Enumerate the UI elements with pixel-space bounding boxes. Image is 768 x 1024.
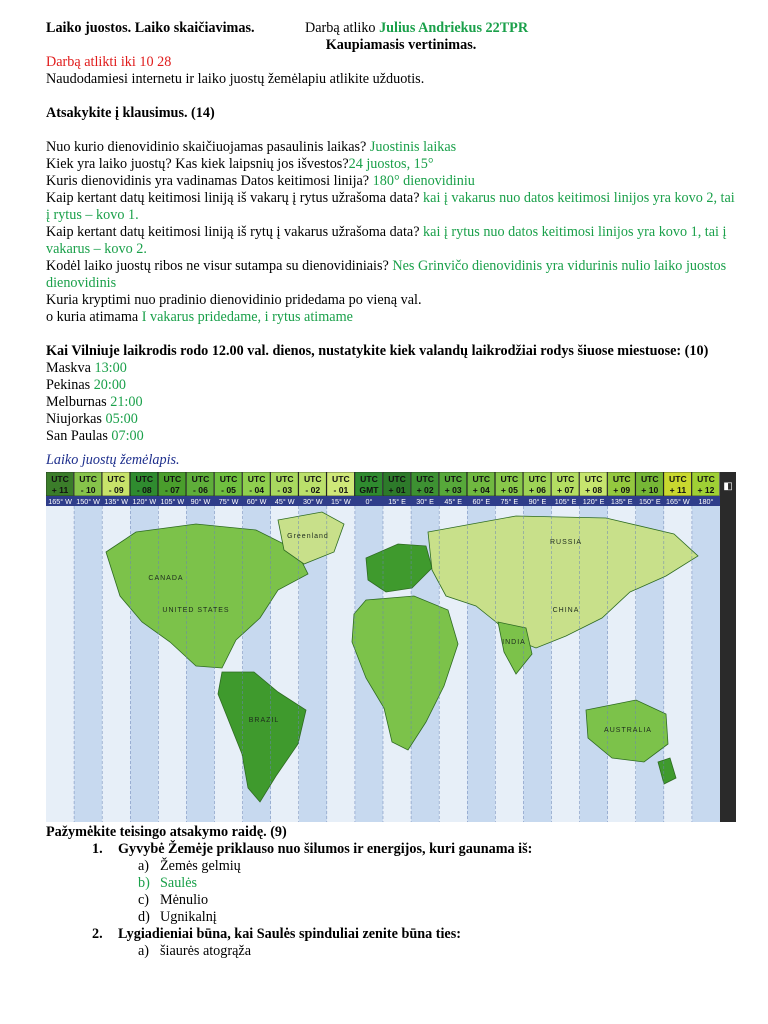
question-number: 2. bbox=[92, 926, 103, 942]
mcq-question bbox=[46, 926, 736, 943]
degree-label: 135° E bbox=[610, 497, 633, 506]
utc-zone-offset: + 11 bbox=[669, 485, 687, 495]
degree-label: 120° W bbox=[132, 497, 157, 506]
option-text: Saulės bbox=[160, 875, 198, 891]
utc-zone-label: UTC bbox=[107, 474, 126, 484]
time-zone-band bbox=[46, 506, 75, 822]
answer-option bbox=[46, 892, 736, 909]
utc-zone-label: UTC bbox=[640, 474, 659, 484]
qa-list bbox=[46, 139, 736, 326]
degree-label: 90° W bbox=[190, 497, 211, 506]
utc-zone-label: UTC bbox=[444, 474, 463, 484]
option-letter: a) bbox=[138, 943, 150, 959]
answer-text: kai į rytus nuo datos keitimosi linijos yra kovo 1, tai į vakarus – kovo 2. bbox=[46, 224, 727, 257]
qa-item bbox=[46, 258, 736, 292]
map-caption: Laiko juostų žemėlapis. bbox=[46, 452, 180, 468]
answer-text: kai į vakarus nuo datos keitimosi linijos yra kovo 2, tai į rytus – kovo 1. bbox=[46, 190, 735, 223]
question-text: Kiek yra laiko juostų? Kas kiek laipsnių jos išvestos? bbox=[46, 156, 349, 172]
utc-zone-offset: - 04 bbox=[249, 485, 265, 495]
time-zone-map-graphic bbox=[46, 472, 736, 822]
question-text: Kaip kertant datų keitimosi liniją iš rytų į vakarus užrašoma data? bbox=[46, 224, 424, 240]
answer-option bbox=[46, 858, 736, 875]
utc-zone-offset: - 09 bbox=[108, 485, 124, 495]
utc-zone-label: UTC bbox=[51, 474, 69, 484]
city-time: 07:00 bbox=[111, 428, 144, 444]
degree-label: 150° E bbox=[638, 497, 661, 506]
utc-zone-offset: + 06 bbox=[528, 485, 546, 495]
city-time-row bbox=[46, 428, 736, 445]
utc-zone-label: UTC bbox=[247, 474, 266, 484]
utc-zone-label: UTC bbox=[528, 474, 547, 484]
degree-label: 105° W bbox=[160, 497, 185, 506]
utc-zone-offset: GMT bbox=[359, 485, 379, 495]
header-row bbox=[46, 20, 736, 37]
city-name: San Paulas bbox=[46, 428, 112, 444]
question-text: Kuria kryptimi nuo pradinio dienovidinio pridedama po vieną val. bbox=[46, 292, 422, 308]
degree-label: 45° W bbox=[274, 497, 295, 506]
author-prefix: Darbą atliko bbox=[305, 20, 376, 36]
option-letter: d) bbox=[138, 909, 150, 925]
degree-label: 75° E bbox=[500, 497, 519, 506]
degree-label: 90° E bbox=[528, 497, 547, 506]
degree-label: 30° W bbox=[302, 497, 323, 506]
qa-item bbox=[46, 292, 736, 309]
answer-text: 180° dienovidiniu bbox=[372, 173, 475, 189]
author-line bbox=[305, 20, 528, 37]
section3-title: Pažymėkite teisingo atsakymo raidę. (9) bbox=[46, 824, 287, 840]
degree-label: 165° W bbox=[48, 497, 72, 506]
degree-label: 60° W bbox=[246, 497, 267, 506]
utc-zone-label: UTC bbox=[163, 474, 182, 484]
utc-zone-label: UTC bbox=[612, 474, 631, 484]
answer-text: Nes Grinvičo dienovidinis yra vidurinis nulio laiko juostos dienovidinis bbox=[46, 258, 727, 291]
question-text: Gyvybė Žemėje priklauso nuo šilumos ir energijos, kuri gaunama iš: bbox=[118, 841, 533, 857]
answer-option bbox=[46, 909, 736, 926]
utc-zone-offset: + 04 bbox=[472, 485, 490, 495]
author-name: Julius Andriekus 22TPR bbox=[379, 20, 529, 36]
utc-zone-label: UTC bbox=[669, 474, 687, 484]
option-letter: c) bbox=[138, 892, 150, 908]
utc-zone-label: UTC bbox=[472, 474, 491, 484]
country-label: RUSSIA bbox=[549, 539, 583, 546]
assessment-type: Kaupiamasis vertinimas. bbox=[325, 37, 477, 53]
city-name: Maskva bbox=[46, 360, 95, 376]
degree-label: 45° E bbox=[444, 497, 463, 506]
utc-zone-label: UTC bbox=[191, 474, 210, 484]
utc-zone-offset: - 02 bbox=[305, 485, 321, 495]
degree-label: 150° W bbox=[76, 497, 100, 506]
utc-zone-offset: + 10 bbox=[641, 485, 659, 495]
degree-label: 105° E bbox=[554, 497, 577, 506]
question-text: Kaip kertant datų keitimosi liniją iš vakarų į rytus užrašoma data? bbox=[46, 190, 424, 206]
city-time-row bbox=[46, 411, 736, 428]
city-time: 13:00 bbox=[94, 360, 127, 376]
utc-zone-offset: - 06 bbox=[193, 485, 208, 495]
utc-zone-label: UTC bbox=[388, 474, 406, 484]
question-text: Kuris dienovidinis yra vadinamas Datos keitimosi linija? bbox=[46, 173, 373, 189]
qa-item bbox=[46, 139, 736, 156]
utc-zone-label: UTC bbox=[135, 474, 154, 484]
city-name: Melburnas bbox=[46, 394, 111, 410]
section2-title: Kai Vilniuje laikrodis rodo 12.00 val. dienos, nustatykite kiek valandų laikrodžiai rodys šiuose miestuose: (10) bbox=[46, 343, 709, 359]
country-label: BRAZIL bbox=[248, 717, 280, 724]
question-text: Nuo kurio dienovidinio skaičiuojamas pasaulinis laikas? bbox=[46, 139, 370, 155]
country-label: Greenland bbox=[287, 533, 329, 540]
utc-zone-label: UTC bbox=[584, 474, 603, 484]
answer-option bbox=[46, 943, 736, 960]
utc-zone-offset: + 02 bbox=[416, 485, 434, 495]
degree-label: 15° W bbox=[331, 497, 351, 506]
utc-zone-offset: - 01 bbox=[333, 485, 349, 495]
degree-label: 180° bbox=[698, 497, 714, 506]
option-letter: a) bbox=[138, 858, 150, 874]
utc-zone-offset: - 05 bbox=[221, 485, 236, 495]
utc-zone-offset: - 10 bbox=[80, 485, 96, 495]
answer-option bbox=[46, 875, 736, 892]
map-edge-glyph: ◧ bbox=[723, 481, 733, 492]
utc-zone-offset: - 08 bbox=[136, 485, 152, 495]
answer-text: 24 juostos, 15° bbox=[348, 156, 434, 172]
utc-zone-label: UTC bbox=[303, 474, 322, 484]
qa-item bbox=[46, 156, 736, 173]
utc-zone-label: UTC bbox=[500, 474, 519, 484]
answer-text: I vakarus pridedame, i rytus atimame bbox=[141, 309, 353, 325]
option-text: Ugnikalnį bbox=[160, 909, 217, 925]
utc-zone-label: UTC bbox=[697, 474, 715, 484]
option-text: Žemės gelmių bbox=[160, 858, 241, 874]
country-label: INDIA bbox=[502, 639, 526, 646]
utc-zone-label: UTC bbox=[416, 474, 434, 484]
city-name: Niujorkas bbox=[46, 411, 106, 427]
utc-zone-label: UTC bbox=[79, 474, 97, 484]
instruction: Naudodamiesi internetu ir laiko juostų žemėlapiu atlikite užduotis. bbox=[46, 71, 425, 87]
utc-zone-offset: + 12 bbox=[697, 485, 715, 495]
utc-zone-offset: + 05 bbox=[500, 485, 518, 495]
document-page bbox=[46, 20, 736, 960]
time-zone-band bbox=[692, 506, 721, 822]
city-time-row bbox=[46, 360, 736, 377]
degree-label: 0° bbox=[365, 497, 373, 506]
utc-zone-label: UTC bbox=[556, 474, 575, 484]
utc-zone-offset: + 03 bbox=[444, 485, 462, 495]
time-zone-map bbox=[46, 472, 736, 822]
country-label: CHINA bbox=[552, 607, 580, 614]
option-text: Mėnulio bbox=[160, 892, 209, 908]
city-list bbox=[46, 360, 736, 445]
city-time-row bbox=[46, 377, 736, 394]
country-label: CANADA bbox=[148, 575, 184, 582]
utc-zone-offset: + 01 bbox=[388, 485, 406, 495]
utc-zone-label: UTC bbox=[219, 474, 238, 484]
question-text: Kodėl laiko juostų ribos ne visur sutampa su dienovidiniais? bbox=[46, 258, 393, 274]
qa-item bbox=[46, 309, 736, 326]
multiple-choice-questions bbox=[46, 841, 736, 960]
utc-zone-label: UTC bbox=[275, 474, 294, 484]
city-time: 21:00 bbox=[110, 394, 143, 410]
utc-zone-label: UTC bbox=[360, 474, 378, 484]
utc-zone-offset: + 08 bbox=[585, 485, 603, 495]
utc-zone-offset: - 03 bbox=[277, 485, 293, 495]
utc-zone-offset: + 07 bbox=[557, 485, 575, 495]
document-title: Laiko juostos. Laiko skaičiavimas. bbox=[46, 20, 255, 36]
map-edge bbox=[720, 472, 736, 822]
city-name: Pekinas bbox=[46, 377, 94, 393]
utc-zone-offset: + 09 bbox=[613, 485, 631, 495]
qa-item bbox=[46, 190, 736, 224]
qa-item bbox=[46, 173, 736, 190]
degree-label: 120° E bbox=[582, 497, 605, 506]
city-time: 05:00 bbox=[105, 411, 138, 427]
country-label: AUSTRALIA bbox=[604, 727, 652, 734]
city-time-row bbox=[46, 394, 736, 411]
qa-item bbox=[46, 224, 736, 258]
utc-zone-label: UTC bbox=[332, 474, 350, 484]
degree-label: 75° W bbox=[218, 497, 239, 506]
question-text: o kuria atimama bbox=[46, 309, 142, 325]
degree-label: 60° E bbox=[472, 497, 491, 506]
deadline: Darbą atlikti iki 10 28 bbox=[46, 54, 172, 70]
option-text: šiaurės atogrąža bbox=[160, 943, 251, 959]
city-time: 20:00 bbox=[93, 377, 127, 393]
option-letter: b) bbox=[138, 875, 150, 891]
country-label: UNITED STATES bbox=[162, 607, 230, 614]
mcq-question bbox=[46, 841, 736, 858]
degree-label: 30° E bbox=[416, 497, 434, 506]
answer-text: Juostinis laikas bbox=[369, 139, 457, 155]
question-text: Lygiadieniai būna, kai Saulės spinduliai zenite būna ties: bbox=[118, 926, 461, 942]
section1-title: Atsakykite į klausimus. (14) bbox=[46, 105, 215, 121]
degree-label: 165° W bbox=[666, 497, 690, 506]
utc-zone-offset: + 11 bbox=[51, 485, 69, 495]
degree-label: 135° W bbox=[104, 497, 129, 506]
utc-zone-offset: - 07 bbox=[164, 485, 180, 495]
time-zone-band bbox=[74, 506, 103, 822]
question-number: 1. bbox=[92, 841, 103, 857]
degree-label: 15° E bbox=[388, 497, 406, 506]
